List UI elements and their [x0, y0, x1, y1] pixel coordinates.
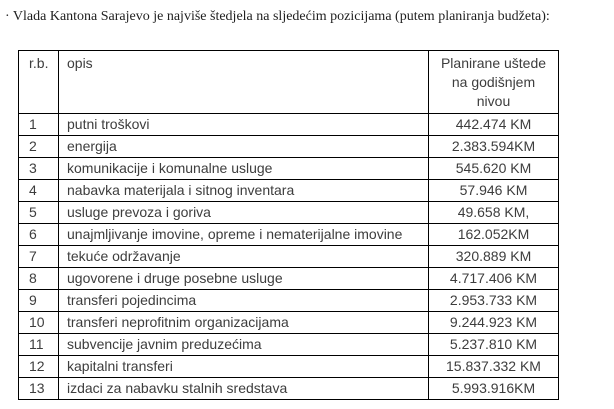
row-savings: 57.946 KM	[429, 180, 559, 202]
row-desc: nabavka materijala i sitnog inventara	[59, 180, 429, 202]
row-savings: 15.837.332 KM	[429, 356, 559, 378]
row-desc: izdaci za nabavku stalnih sredstava	[59, 378, 429, 400]
table-row	[19, 180, 559, 202]
row-number: 13	[19, 378, 59, 400]
row-desc: subvencije javnim preduzećima	[59, 334, 429, 356]
row-number: 12	[19, 356, 59, 378]
table-row	[19, 290, 559, 312]
row-desc: usluge prevoza i goriva	[59, 202, 429, 224]
savings-table	[18, 50, 559, 400]
row-number: 2	[19, 136, 59, 158]
row-number: 7	[19, 246, 59, 268]
table-row	[19, 268, 559, 290]
table-row	[19, 312, 559, 334]
table-row	[19, 202, 559, 224]
row-savings: 4.717.406 KM	[429, 268, 559, 290]
row-desc: unajmljivanje imovine, opreme i nematerijalne imovine	[59, 224, 429, 246]
row-number: 9	[19, 290, 59, 312]
row-number: 5	[19, 202, 59, 224]
row-number: 11	[19, 334, 59, 356]
row-desc: transferi neprofitnim organizacijama	[59, 312, 429, 334]
row-number: 1	[19, 114, 59, 136]
row-desc: energija	[59, 136, 429, 158]
row-number: 6	[19, 224, 59, 246]
page-title: · Vlada Kantona Sarajevo je najviše štedjela na sljedećim pozicijama (putem planiranja budžeta):	[5, 9, 550, 24]
row-savings: 49.658 KM,	[429, 202, 559, 224]
row-savings: 545.620 KM	[429, 158, 559, 180]
header-savings-line-1: Planirane uštede	[440, 55, 547, 71]
header-savings-line-2: na godišnjem	[451, 74, 536, 90]
row-number: 10	[19, 312, 59, 334]
row-savings: 162.052KM	[429, 224, 559, 246]
row-savings: 320.889 KM	[429, 246, 559, 268]
table-header-row	[19, 51, 559, 114]
table-row	[19, 114, 559, 136]
row-savings: 2.953.733 KM	[429, 290, 559, 312]
header-opis: opis	[59, 51, 429, 114]
row-desc: ugovorene i druge posebne usluge	[59, 268, 429, 290]
row-desc: kapitalni transferi	[59, 356, 429, 378]
row-savings: 5.993.916KM	[429, 378, 559, 400]
row-desc: transferi pojedincima	[59, 290, 429, 312]
table-row	[19, 158, 559, 180]
header-rb: r.b.	[19, 51, 59, 114]
row-savings: 5.237.810 KM	[429, 334, 559, 356]
table-row	[19, 246, 559, 268]
table-row	[19, 378, 559, 400]
row-number: 4	[19, 180, 59, 202]
row-savings: 2.383.594KM	[429, 136, 559, 158]
row-desc: tekuće održavanje	[59, 246, 429, 268]
row-savings: 442.474 KM	[429, 114, 559, 136]
table-row	[19, 334, 559, 356]
header-savings-line-3: nivou	[476, 93, 511, 109]
row-desc: komunikacije i komunalne usluge	[59, 158, 429, 180]
table-row	[19, 224, 559, 246]
table-row	[19, 356, 559, 378]
row-number: 8	[19, 268, 59, 290]
header-planirane-ustede	[429, 51, 559, 114]
row-number: 3	[19, 158, 59, 180]
table-row	[19, 136, 559, 158]
row-savings: 9.244.923 KM	[429, 312, 559, 334]
row-desc: putni troškovi	[59, 114, 429, 136]
